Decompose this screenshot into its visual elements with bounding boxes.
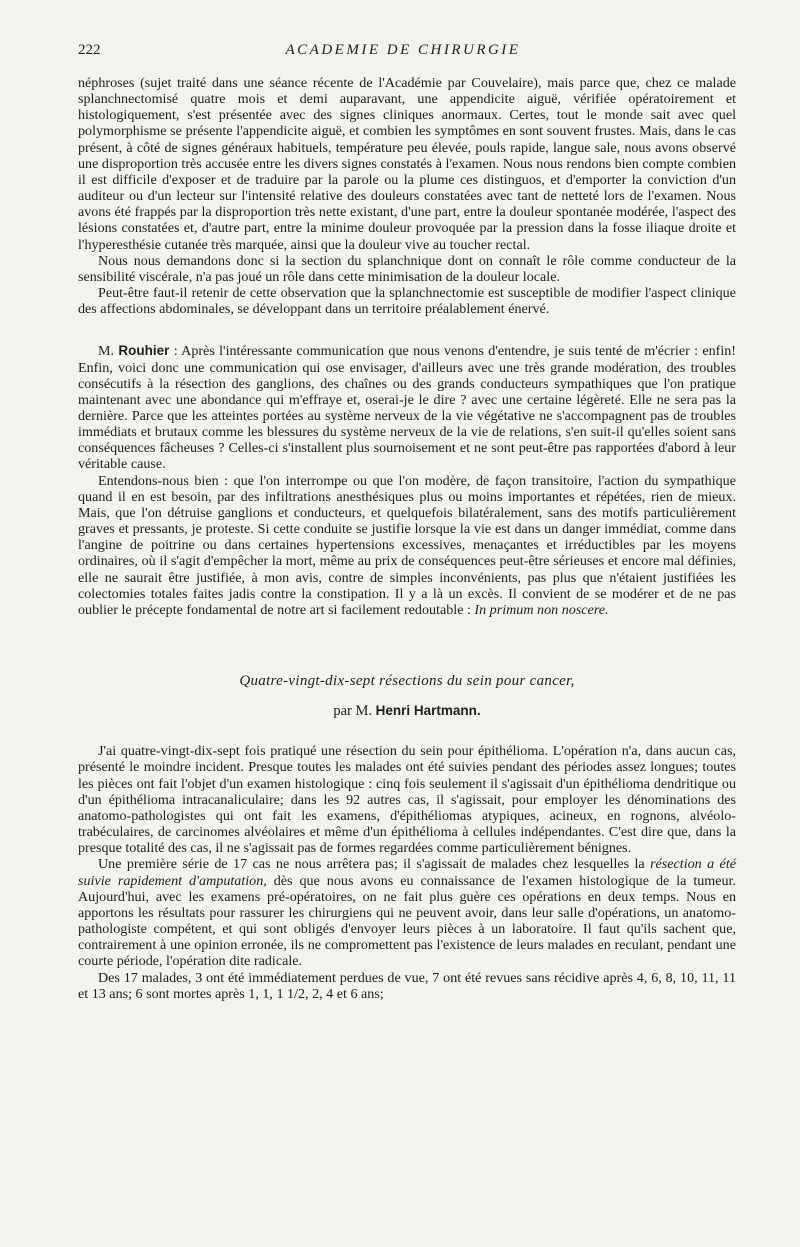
italic-phrase: résection a été suivie rapidement d'amputation, [78, 856, 736, 889]
byline-prefix: par M. [333, 703, 376, 720]
paragraph: J'ai quatre-vingt-dix-sept fois pratiqué une résection du sein pour épithélioma. L'opération n'a, dans aucun cas, présenté le moindre incident. Presque toutes les malades ont été suivies pendant des périodes assez longues; toutes les pièces ont fait l'objet d'un examen histologique : cinq fois seulement il s'agissait d'un épithélioma dendritique ou d'un épithélioma intracanaliculaire; dans les 92 autres cas, il s'agissait, pour employer les dénominations des anatomo-pathologistes qui ont fait les examens, d'épithéliomas atypiques, acineux, en rognons, alvéolo-trabéculaires, de carcinomes alvéolaires et même d'un épithélioma à cellules indépendantes. C'est dire que, dans la presque totalité des cas, il ne s'agissait pas de formes regardées comme particulièrement bénignes. [78, 743, 736, 857]
article-byline [78, 703, 736, 719]
paragraph [78, 856, 736, 969]
paragraph-text: dès que nous avons eu connaissance de l'examen histologique de la tumeur. Aujourd'hui, avec les examens pré-opératoires, on ne fait plus guère ces opérations en deux temps. Nous en apportons les résultats pour rassurer les chirurgiens qui ne peuvent avoir, dans leur salle d'opérations, un anatomo-pathologiste compétent, et qui sont obligés d'envoyer leurs pièces à un laboratoire. Il faut qu'ils sachent que, contrairement à une opinion erronée, ils ne compromettent pas l'existence de leurs malades en reculant, pendant une courte période, l'opération dite radicale. [78, 872, 736, 970]
paragraph: Peut-être faut-il retenir de cette observation que la splanchnectomie est susceptible de modifier l'aspect clinique des affections abdominales, se développant dans un territoire préalablement énervé. [78, 285, 736, 318]
paragraph [78, 473, 736, 618]
paragraph: néphroses (sujet traité dans une séance récente de l'Académie par Couvelaire), mais parce que, chez ce malade splanchnectomisé quatre mois et demi auparavant, une appendicite aiguë, vérifiée opératoirement et histologiquement, s'est présentée avec des signes cliniques anormaux. Certes, tout le monde sait avec quel polymorphisme se présente l'appendicite aiguë, et combien les symptômes en sont souvent frustes. Mais, dans le cas présent, à côté de signes généraux habituels, température peu élevée, pouls rapide, langue sale, nous avons observé une disproportion très accusée entre les divers signes constatés à l'examen. Nous nous rendons bien compte combien il est difficile d'exposer et de traduire par la parole ou la plume ces distinguos, et d'emporter la conviction d'un auditeur ou d'un lecteur sur l'intensité relative des douleurs constatées avec tant de netteté lors de l'examen. Nous avons été frappés par la disproportion très nette existant, d'une part, entre la douleur spontanée modérée, l'aspect des lésions constatées et, d'autre part, entre la minime douleur provoquée par la pression dans la fosse iliaque droite et l'hyperesthésie cutanée très marquée, ainsi que la douleur vive au toucher rectal. [78, 75, 736, 253]
paragraph-text: Entendons-nous bien : que l'on interrompe ou que l'on modère, de façon transitoire, l'action du sympathique quand il en est besoin, par des infiltrations anesthésiques plus ou moins importantes et répétées, rien de mieux. Mais, que l'on détruise ganglions et conducteurs, et quelquefois bilatéralement, sans des motifs particulièrement graves et pressants, je proteste. Si cette conduite se justifie lorsque la vie est dans un danger immédiat, comme dans l'angine de poitrine ou dans certaines hypertensions excessives, menaçantes et irréductibles par les moyens ordinaires, où il s'agit d'empêcher la mort, même au prix de conséquences peut-être sérieuses et encore mal définies, elle ne saurait être justifiée, à mon avis, contre de simples inconvénients, pas plus que n'étaient justifiées les colectomies totales faites jadis contre la constipation. Il y a là un excès. Il convient de se modérer et de ne pas oublier le précepte fondamental de notre art si facilement redoutable : [78, 472, 736, 618]
author-name: Henri Hartmann. [375, 703, 481, 719]
paragraph: Des 17 malades, 3 ont été immédiatement perdues de vue, 7 ont été revues sans récidive après 4, 6, 8, 10, 11, 11 et 13 ans; 6 sont mortes après 1, 1, 1 1/2, 2, 4 et 6 ans; [78, 969, 736, 1002]
paragraph-text: : Après l'intéressante communication que nous venons d'entendre, je suis tenté de m'écrier : enfin! Enfin, voici donc une communication qui ose envisager, d'ailleurs avec une très grande modération, des troubles consécutifs à la résection des ganglions, des chaînes ou des grands conducteurs sympathiques que l'on pratique maintenant avec une abondance qui m'effraye et, oserai-je le dire ? avec une certaine légèreté. Elle ne sera pas la dernière. Parce que les atteintes portées au système nerveux de la vie végétative ne s'accompagnent pas de troubles immédiats et brutaux comme les blessures du système nerveux de la vie de relations, s'en suit-il qu'elles soient sans conséquences fâcheuses ? Celles-ci s'installent plus sournoisement et ne sont peut-être pas rapportées d'abord à leur véritable cause. [78, 343, 736, 473]
page-number: 222 [78, 42, 101, 58]
speaker-prefix: M. [98, 343, 119, 360]
page-header [78, 42, 728, 62]
article-title: Quatre-vingt-dix-sept résections du sein pour cancer, [239, 673, 575, 689]
paragraph: Nous nous demandons donc si la section du splanchnique dont on connaît le rôle comme conducteur de la sensibilité viscérale, n'a pas joué un rôle dans cette minimisation de la douleur locale. [78, 252, 736, 285]
speaker-name: Rouhier [118, 343, 170, 359]
discussion-paragraph [78, 343, 736, 472]
body-text [78, 75, 736, 1002]
running-head: ACADEMIE DE CHIRURGIE [285, 42, 521, 58]
latin-maxim: In primum non noscere. [474, 601, 609, 618]
paragraph-text: Une première série de 17 cas ne nous arrêtera pas; il s'agissait de malades chez lesquelles la [98, 856, 651, 873]
